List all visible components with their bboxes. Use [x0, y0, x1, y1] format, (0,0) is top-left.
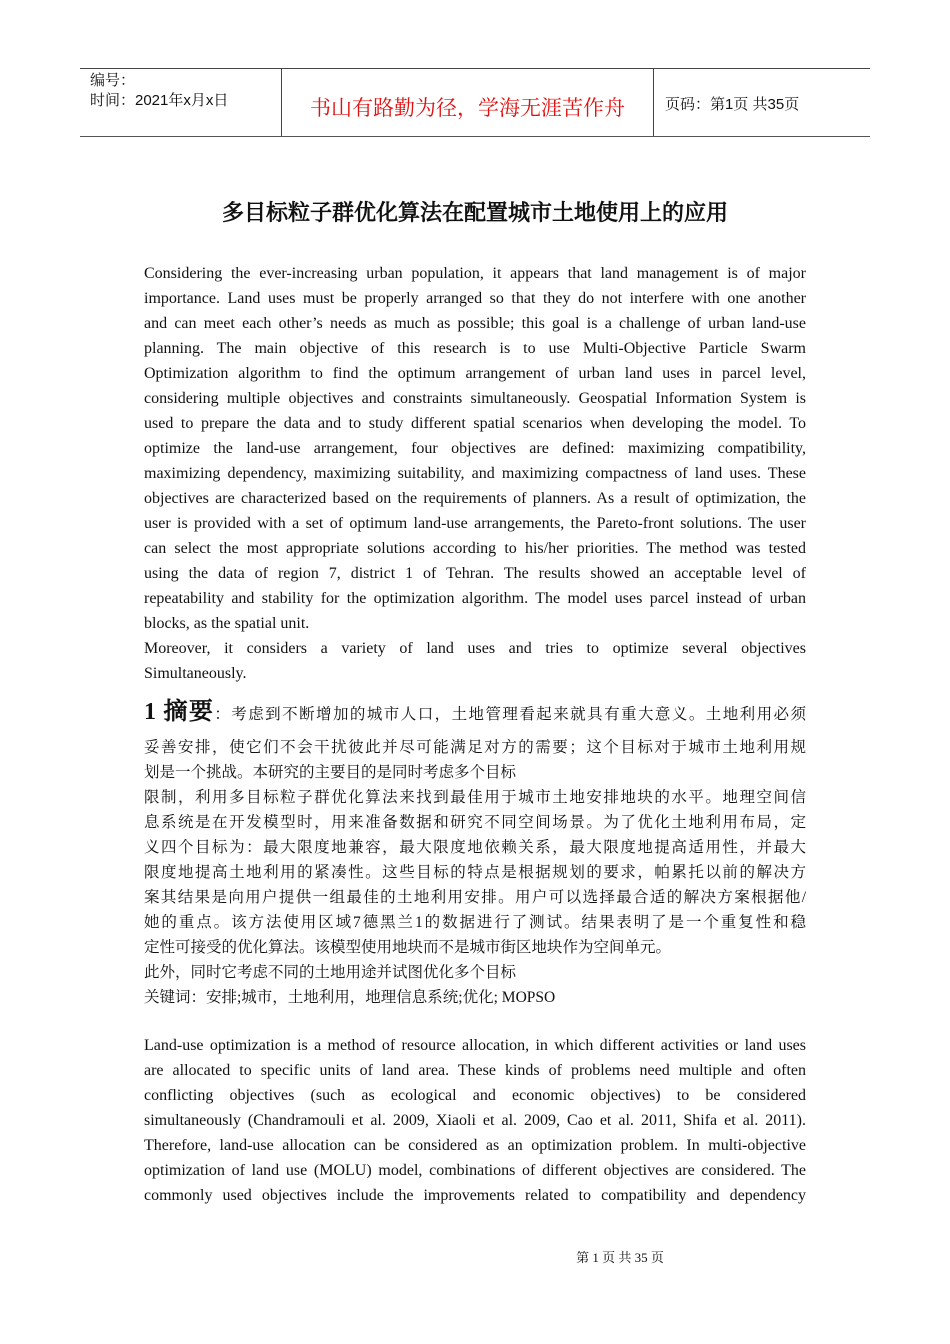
header-motto: 书山有路勤为径，学海无涯苦作舟 [281, 69, 654, 136]
text-line: 妥善安排，使它们不会干扰彼此并尽可能满足对方的需要；这个目标对于城市土地利用规 [144, 739, 806, 756]
text-line: 定性可接受的优化算法。该模型使用地块而不是城市街区地块作为空间单元。 [144, 939, 672, 956]
abstract-chinese [144, 697, 806, 1010]
text-line: are allocated to specific units of land area. These kinds of problems need multiple and often [144, 1062, 806, 1079]
text-line: Therefore, land-use allocation can be considered as an optimization problem. In multi-objective [144, 1137, 806, 1154]
abstract-english [144, 261, 806, 686]
text-line: 关键词：安排;城市，土地利用，地理信息系统;优化; MOPSO [144, 989, 556, 1006]
text-line: 义四个目标为：最大限度地兼容，最大限度地依赖关系，最大限度地提高适用性，并最大 [144, 839, 806, 856]
text-line: commonly used objectives include the improvements related to compatibility and dependency [144, 1187, 806, 1204]
text-line: objectives are characterized based on the requirements of planners. As a result of optimization, the [144, 490, 806, 507]
text-line: can select the most appropriate solutions according to his/her priorities. The method was tested [144, 540, 806, 557]
header-table [80, 68, 870, 137]
text-line: 此外，同时它考虑不同的土地用途并试图优化多个目标 [144, 964, 517, 981]
introduction-paragraph [144, 1033, 806, 1208]
text-line: considering multiple objectives and constraints simultaneously. Geospatial Information System is [144, 390, 806, 407]
text-line: maximizing dependency, maximizing suitability, and maximizing compactness of land uses. These [144, 465, 806, 482]
text-line: optimization of land use (MOLU) model, combinations of different objectives are considered. The [144, 1162, 806, 1179]
text-line: Land-use optimization is a method of resource allocation, in which different activities or land uses [144, 1037, 806, 1054]
header-meta [80, 69, 281, 136]
number-label: 编号： [90, 72, 136, 89]
text-line: conflicting objectives (such as ecological and economic objectives) to be considered [144, 1087, 806, 1104]
text-line: optimize the land-use arrangement, four objectives are defined: maximizing compatibility, [144, 440, 806, 457]
text-line: importance. Land uses must be properly arranged so that they do not interfere with one another [144, 290, 806, 307]
text-line: using the data of region 7, district 1 of Tehran. The results showed an acceptable level of [144, 565, 806, 582]
abstract-heading: 1 摘要 [144, 699, 215, 725]
text-line: Moreover, it considers a variety of land uses and tries to optimize several objectives [144, 640, 806, 657]
header-page-info: 页码：第1页 共35页 [665, 96, 800, 113]
text-line: Considering the ever-increasing urban population, it appears that land management is of major [144, 265, 806, 282]
page-footer: 第 1 页 共 35 页 [576, 1250, 664, 1265]
text-line: 限制，利用多目标粒子群优化算法来找到最佳用于城市土地安排地块的水平。地理空间信 [144, 789, 806, 806]
text-line: 案其结果是向用户提供一组最佳的土地利用安排。用户可以选择最合适的解决方案根据他/ [144, 889, 806, 906]
text-line: Simultaneously. [144, 665, 247, 682]
text-line: blocks, as the spatial unit. [144, 615, 310, 632]
text-line: 划是一个挑战。本研究的主要目的是同时考虑多个目标 [144, 764, 517, 781]
text-line: 她的重点。该方法使用区域7德黑兰1的数据进行了测试。结果表明了是一个重复性和稳 [144, 914, 806, 931]
text-line: Optimization algorithm to find the optimum arrangement of urban land uses in parcel level, [144, 365, 806, 382]
text-line: repeatability and stability for the optimization algorithm. The model uses parcel instead of urban [144, 590, 806, 607]
text-line: planning. The main objective of this research is to use Multi-Objective Particle Swarm [144, 340, 806, 357]
document-title: 多目标粒子群优化算法在配置城市土地使用上的应用 [221, 201, 728, 226]
abstract-heading-line [144, 697, 806, 730]
text-line: 限度地提高土地利用的紧凑性。这些目标的特点是根据规划的要求，帕累托以前的解决方 [144, 864, 806, 881]
abstract-first-line: ：考虑到不断增加的城市人口，土地管理看起来就具有重大意义。土地利用必须 [214, 706, 806, 723]
text-line: user is provided with a set of optimum land-use arrangements, the Pareto-front solutions. The user [144, 515, 806, 532]
text-line: 息系统是在开发模型时，用来准备数据和研究不同空间场景。为了优化土地利用布局，定 [144, 814, 806, 831]
date-label: 时间：2021年x月x日 [90, 92, 229, 109]
text-line: used to prepare the data and to study different spatial scenarios when developing the model. To [144, 415, 806, 432]
text-line: and can meet each other’s needs as much as possible; this goal is a challenge of urban land-use [144, 315, 806, 332]
text-line: simultaneously (Chandramouli et al. 2009, Xiaoli et al. 2009, Cao et al. 2011, Shifa et al. 2011). [144, 1112, 806, 1129]
